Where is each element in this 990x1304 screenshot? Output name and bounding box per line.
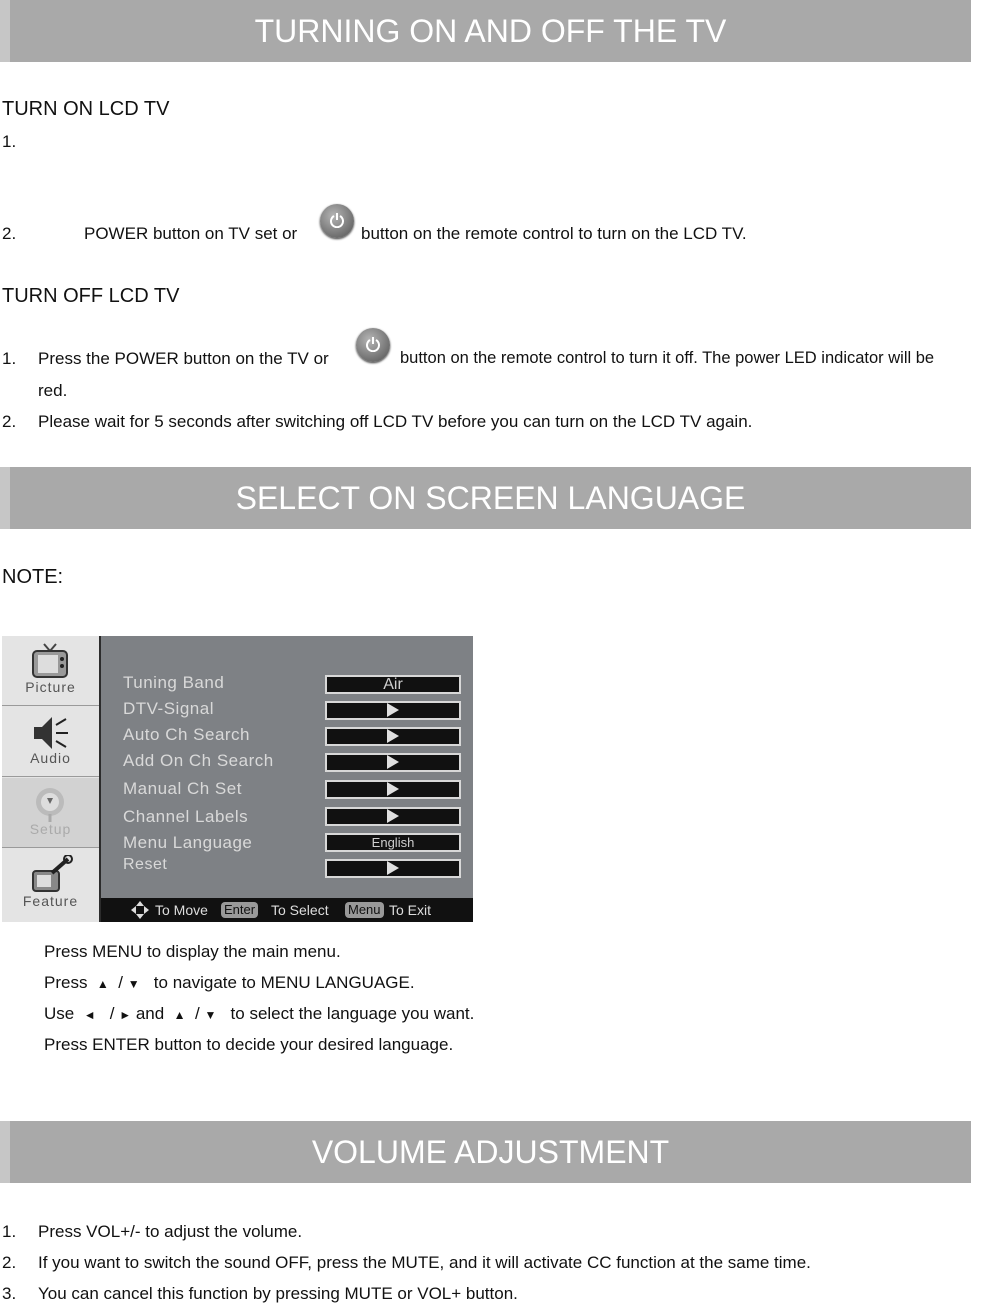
turn-on-step2-text: POWER button on TV set or [84, 224, 298, 243]
menu-footer [101, 898, 473, 922]
footer-exit-text: To Exit [389, 902, 432, 918]
arrow-right-icon [387, 729, 399, 743]
left-arrow-icon: ◄ [83, 1008, 96, 1022]
language-step-3 [44, 1004, 474, 1024]
direction-pad-icon [131, 901, 149, 919]
up-arrow-icon: ▲ [96, 977, 109, 991]
volume-step-1-text: Press VOL+/- to adjust the volume. [38, 1222, 303, 1241]
turn-off-step1-number: 1. [2, 349, 17, 368]
step-text: Press [44, 973, 88, 992]
power-icon [320, 204, 354, 238]
tools-icon [30, 855, 74, 895]
sidebar-item-setup[interactable] [2, 778, 99, 848]
separator: / [109, 1004, 115, 1023]
menu-row-value[interactable] [325, 753, 461, 772]
volume-step-2-number: 2. [2, 1253, 17, 1272]
enter-key-badge: Enter [221, 902, 258, 918]
section-banner-turning-on-off [0, 0, 971, 62]
turn-on-step2-text-cont: button on the remote control to turn on the LCD TV. [361, 224, 747, 243]
step-text: to navigate to MENU LANGUAGE. [153, 973, 415, 992]
turn-on-step2-number: 2. [2, 224, 17, 243]
separator: / [118, 973, 123, 992]
sidebar-item-audio[interactable] [2, 707, 99, 777]
menu-row-value[interactable] [325, 859, 461, 878]
menu-row-label[interactable]: Channel Labels [123, 807, 249, 826]
turn-off-step2-number: 2. [2, 412, 17, 431]
step-text: Use [44, 1004, 75, 1023]
menu-row-label[interactable]: Auto Ch Search [123, 725, 251, 744]
tv-icon [30, 642, 70, 682]
section-banner-volume [0, 1121, 971, 1183]
menu-row-value[interactable] [325, 727, 461, 746]
separator: / [195, 1004, 200, 1023]
volume-step-2-text: If you want to switch the sound OFF, press the MUTE, and it will activate CC function at the same time. [38, 1253, 811, 1272]
volume-step-1-number: 1. [2, 1222, 17, 1241]
turn-on-step1-number: 1. [2, 132, 17, 151]
satellite-dish-icon [30, 784, 70, 824]
sidebar-item-label: Setup [29, 821, 72, 837]
menu-row-label[interactable]: Tuning Band [123, 673, 225, 692]
menu-row-value[interactable] [325, 701, 461, 720]
menu-row-value[interactable] [325, 807, 461, 826]
menu-sidebar [2, 636, 101, 922]
menu-row-value[interactable] [325, 780, 461, 799]
step-text: and [135, 1004, 165, 1023]
down-arrow-icon: ▼ [204, 1008, 217, 1022]
section-title: SELECT ON SCREEN LANGUAGE [235, 480, 746, 516]
section-title: VOLUME ADJUSTMENT [311, 1134, 670, 1170]
language-step-1: Press MENU to display the main menu. [44, 942, 341, 961]
menu-row-label[interactable]: Menu Language [123, 833, 253, 852]
sidebar-item-feature[interactable] [2, 849, 99, 919]
menu-row-label[interactable]: DTV-Signal [123, 699, 214, 718]
turn-off-step1-text-wrap: red. [38, 381, 68, 400]
step-text: to select the language you want. [230, 1004, 475, 1023]
menu-row-value[interactable]: English [325, 833, 461, 852]
down-arrow-icon: ▼ [127, 977, 140, 991]
sidebar-item-label: Feature [22, 893, 79, 909]
language-step-4: Press ENTER button to decide your desired language. [44, 1035, 454, 1054]
turn-off-step1-text: Press the POWER button on the TV or [38, 349, 329, 368]
turn-off-step1-text-cont: button on the remote control to turn it off. The power LED indicator will be [400, 349, 935, 367]
arrow-right-icon [387, 782, 399, 796]
arrow-right-icon [387, 755, 399, 769]
sidebar-item-picture[interactable] [2, 636, 99, 706]
sidebar-item-label: Audio [30, 750, 71, 766]
menu-key-badge: Menu [345, 902, 384, 918]
arrow-right-icon [387, 861, 399, 875]
up-arrow-icon: ▲ [173, 1008, 186, 1022]
language-step-2 [44, 973, 415, 993]
power-icon [356, 328, 390, 362]
menu-row-value[interactable]: Air [325, 675, 461, 694]
footer-select-text: To Select [271, 902, 329, 918]
section-title: TURNING ON AND OFF THE TV [254, 13, 727, 49]
menu-row-label[interactable]: Manual Ch Set [123, 779, 242, 798]
arrow-right-icon [387, 809, 399, 823]
menu-row-label[interactable]: Reset [123, 856, 168, 873]
turn-off-step2-text: Please wait for 5 seconds after switching off LCD TV before you can turn on the LCD TV again. [38, 412, 753, 431]
sidebar-item-label: Picture [25, 679, 76, 695]
right-arrow-icon: ► [119, 1008, 132, 1022]
arrow-right-icon [387, 703, 399, 717]
speaker-icon [30, 713, 70, 753]
turn-on-heading: TURN ON LCD TV [2, 98, 170, 120]
turn-off-heading: TURN OFF LCD TV [2, 285, 180, 307]
tv-setup-menu [2, 636, 473, 922]
menu-row-label[interactable]: Add On Ch Search [123, 751, 274, 770]
volume-step-3-text: You can cancel this function by pressing MUTE or VOL+ button. [38, 1284, 518, 1303]
volume-step-3-number: 3. [2, 1284, 17, 1303]
footer-move-text: To Move [155, 902, 208, 918]
menu-panel [101, 636, 473, 898]
section-banner-language [0, 467, 971, 529]
note-label: NOTE: [2, 566, 64, 588]
